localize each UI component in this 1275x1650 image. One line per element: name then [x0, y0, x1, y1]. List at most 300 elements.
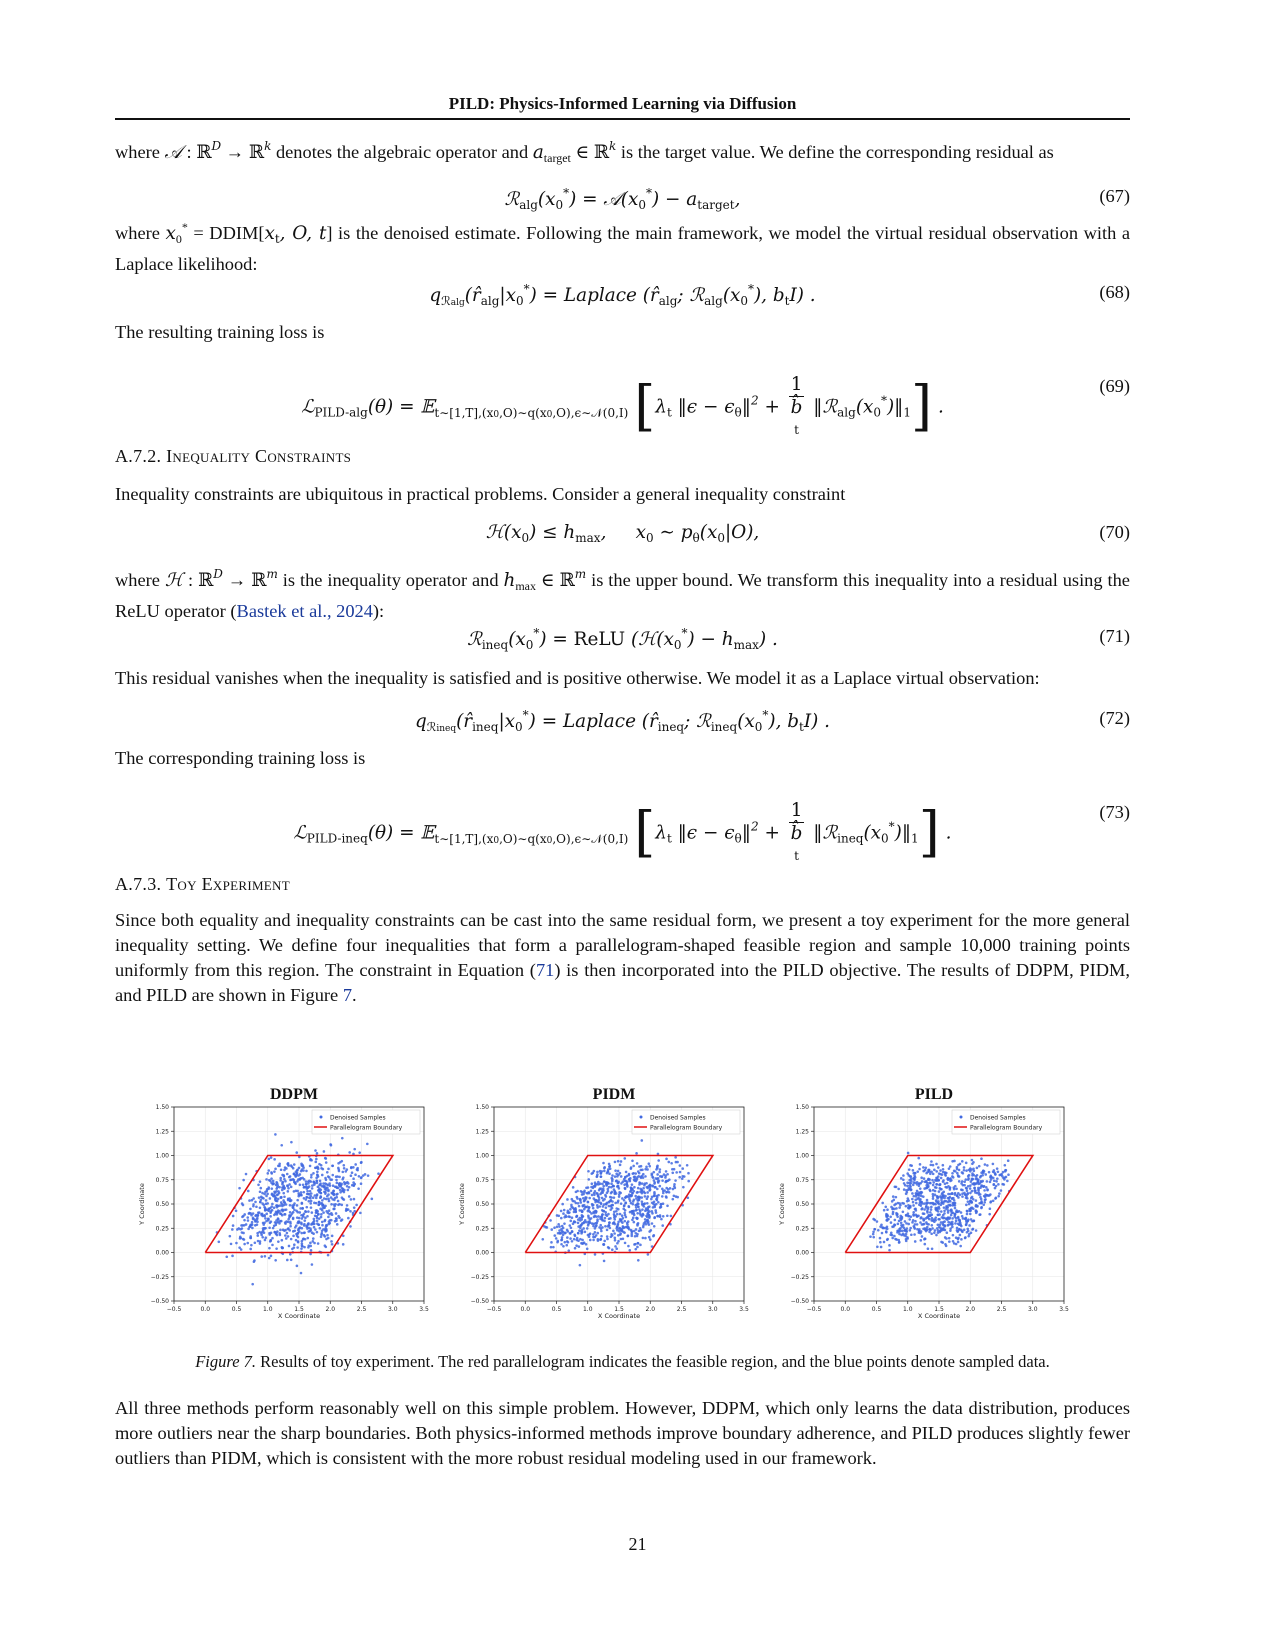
data-point [336, 1223, 339, 1226]
data-point [314, 1228, 317, 1231]
data-point [285, 1167, 288, 1170]
data-point [592, 1172, 595, 1175]
data-point [571, 1240, 574, 1243]
section-heading-a73 [115, 874, 290, 895]
data-point [895, 1207, 898, 1210]
data-point [280, 1220, 283, 1223]
data-point [961, 1230, 964, 1233]
data-point [653, 1179, 656, 1182]
data-point [635, 1217, 638, 1220]
data-point [916, 1190, 919, 1193]
data-point [955, 1243, 958, 1246]
data-point [341, 1178, 344, 1181]
data-point [608, 1224, 611, 1227]
data-point [989, 1193, 992, 1196]
data-point [948, 1167, 951, 1170]
header-rule [115, 118, 1130, 120]
data-point [964, 1193, 967, 1196]
data-point [331, 1213, 334, 1216]
data-point [652, 1206, 655, 1209]
data-point [647, 1206, 650, 1209]
data-point [321, 1199, 324, 1202]
data-point [930, 1208, 933, 1211]
y-tick-label: 0.50 [155, 1201, 169, 1208]
data-point [293, 1172, 296, 1175]
x-tick-label: 1.5 [294, 1306, 304, 1313]
data-point [663, 1173, 666, 1176]
equation-ref-link[interactable]: 71 [535, 960, 555, 980]
data-point [652, 1185, 655, 1188]
data-point [673, 1183, 676, 1186]
data-point [670, 1162, 673, 1165]
data-point [331, 1178, 334, 1181]
data-point [905, 1230, 908, 1233]
y-tick-label: −0.25 [790, 1273, 809, 1281]
data-point [312, 1232, 315, 1235]
data-point [1004, 1164, 1007, 1167]
data-point [572, 1186, 575, 1189]
data-point [681, 1175, 684, 1178]
data-point [273, 1206, 276, 1209]
data-point [624, 1187, 627, 1190]
data-point [970, 1200, 973, 1203]
data-point [249, 1237, 252, 1240]
data-point [590, 1189, 593, 1192]
data-point [981, 1180, 984, 1183]
data-point [927, 1247, 930, 1250]
data-point [231, 1255, 234, 1258]
y-tick-label: −0.50 [790, 1298, 809, 1305]
data-point [637, 1259, 640, 1262]
toy-text-b: ) is then incorporated into the PILD objective. The results of DDPM, PIDM, and PILD are shown in Figure [115, 960, 1130, 1005]
data-point [943, 1206, 946, 1209]
data-point [574, 1247, 577, 1250]
data-point [671, 1171, 674, 1174]
data-point [581, 1191, 584, 1194]
data-point [633, 1221, 636, 1224]
data-point [296, 1199, 299, 1202]
data-point [241, 1231, 244, 1234]
data-point [926, 1199, 929, 1202]
data-point [975, 1229, 978, 1232]
data-point [341, 1171, 344, 1174]
data-point [897, 1230, 900, 1233]
data-point [311, 1184, 314, 1187]
data-point [323, 1234, 326, 1237]
data-point [246, 1242, 249, 1245]
data-point [579, 1227, 582, 1230]
data-point [273, 1214, 276, 1217]
data-point [283, 1201, 286, 1204]
data-point [366, 1143, 369, 1146]
data-point [644, 1218, 647, 1221]
data-point [883, 1241, 886, 1244]
data-point [335, 1175, 338, 1178]
data-point [247, 1228, 250, 1231]
data-point [600, 1175, 603, 1178]
equation-72: $q_{ℛineq}(r̂_{ineq}|x_0^*)$ = Laplace ($r̂_{ineq}$; $ℛ_{ineq}(x_0^*)$, $b_tI$) . (72) [415, 708, 1130, 734]
data-point [569, 1237, 572, 1240]
data-point [906, 1236, 909, 1239]
data-point [291, 1165, 294, 1168]
data-point [628, 1249, 631, 1252]
data-point [601, 1216, 604, 1219]
data-point [253, 1260, 256, 1263]
data-point [924, 1167, 927, 1170]
data-point [982, 1203, 985, 1206]
data-point [550, 1241, 553, 1244]
data-point [659, 1214, 662, 1217]
data-point [296, 1246, 299, 1249]
data-point [961, 1171, 964, 1174]
data-point [902, 1174, 905, 1177]
data-point [628, 1173, 631, 1176]
data-point [948, 1217, 951, 1220]
data-point [350, 1198, 353, 1201]
data-point [918, 1203, 921, 1206]
data-point [603, 1243, 606, 1246]
data-point [324, 1177, 327, 1180]
data-point [1007, 1159, 1010, 1162]
data-point [585, 1243, 588, 1246]
data-point [592, 1225, 595, 1228]
data-point [288, 1183, 291, 1186]
data-point [1006, 1180, 1009, 1183]
data-point [967, 1192, 970, 1195]
data-point [626, 1223, 629, 1226]
x-tick-label: 0.5 [551, 1306, 562, 1313]
data-point [295, 1190, 298, 1193]
data-point [934, 1229, 937, 1232]
data-point [895, 1213, 898, 1216]
data-point [286, 1232, 289, 1235]
data-point [928, 1189, 931, 1192]
data-point [671, 1198, 674, 1201]
data-point [560, 1210, 563, 1213]
data-point [954, 1204, 957, 1207]
x-tick-label: 3.0 [1027, 1306, 1038, 1313]
data-point [341, 1137, 344, 1140]
section-title: Toy Experiment [166, 874, 290, 894]
data-point [909, 1229, 912, 1232]
data-point [614, 1175, 617, 1178]
data-point [570, 1226, 573, 1229]
data-point [653, 1225, 656, 1228]
data-point [652, 1235, 655, 1238]
data-point [597, 1181, 600, 1184]
x-tick-label: 0.5 [231, 1306, 242, 1313]
data-point [610, 1182, 613, 1185]
data-point [906, 1185, 909, 1188]
data-point [651, 1222, 654, 1225]
data-point [316, 1170, 319, 1173]
data-point [312, 1172, 315, 1175]
data-point [249, 1225, 252, 1228]
data-point [983, 1201, 986, 1204]
legend-label-boundary: Parallelogram Boundary [650, 1124, 723, 1132]
data-point [243, 1213, 246, 1216]
data-point [270, 1220, 273, 1223]
x-axis-label: X Coordinate [277, 1312, 321, 1320]
data-point [587, 1201, 590, 1204]
data-point [298, 1167, 301, 1170]
data-point [303, 1186, 306, 1189]
data-point [975, 1199, 978, 1202]
data-point [621, 1230, 624, 1233]
data-point [635, 1152, 638, 1155]
data-point [908, 1215, 911, 1218]
data-point [269, 1215, 272, 1218]
data-point [679, 1171, 682, 1174]
data-point [653, 1217, 656, 1220]
data-point [310, 1192, 313, 1195]
data-point [649, 1184, 652, 1187]
data-point [305, 1206, 308, 1209]
data-point [269, 1239, 272, 1242]
data-point [966, 1210, 969, 1213]
data-point [362, 1174, 365, 1177]
data-point [617, 1160, 620, 1163]
data-point [876, 1245, 879, 1248]
data-point [549, 1219, 552, 1222]
data-point [905, 1192, 908, 1195]
data-point [287, 1162, 290, 1165]
y-tick-label: −0.25 [470, 1273, 489, 1281]
data-point [566, 1198, 569, 1201]
data-point [879, 1225, 882, 1228]
data-point [973, 1170, 976, 1173]
data-point [296, 1211, 299, 1214]
data-point [927, 1185, 930, 1188]
data-point [333, 1203, 336, 1206]
data-point [594, 1253, 597, 1256]
citation-link[interactable]: Bastek et al., 2024 [236, 601, 373, 621]
data-point [287, 1199, 290, 1202]
data-point [993, 1169, 996, 1172]
data-point [583, 1189, 586, 1192]
running-head: PILD: Physics-Informed Learning via Diffusion [448, 94, 797, 113]
data-point [281, 1203, 284, 1206]
data-point [939, 1226, 942, 1229]
data-point [923, 1238, 926, 1241]
data-point [578, 1217, 581, 1220]
data-point [325, 1224, 328, 1227]
legend-label-samples: Denoised Samples [650, 1114, 706, 1122]
data-point [287, 1190, 290, 1193]
data-point [630, 1195, 633, 1198]
data-point [315, 1177, 318, 1180]
data-point [669, 1187, 672, 1190]
data-point [563, 1241, 566, 1244]
section-number: A.7.3. [115, 874, 162, 894]
x-tick-label: 2.5 [356, 1306, 367, 1313]
data-point [884, 1205, 887, 1208]
data-point [946, 1206, 949, 1209]
data-point [903, 1188, 906, 1191]
data-point [611, 1248, 614, 1251]
data-point [276, 1204, 279, 1207]
data-point [961, 1180, 964, 1183]
data-point [920, 1202, 923, 1205]
data-point [930, 1171, 933, 1174]
data-point [968, 1203, 971, 1206]
data-point [605, 1195, 608, 1198]
data-point [582, 1227, 585, 1230]
data-point [271, 1237, 274, 1240]
data-point [944, 1182, 947, 1185]
data-point [259, 1180, 262, 1183]
data-point [257, 1184, 260, 1187]
data-point [905, 1205, 908, 1208]
data-point [580, 1224, 583, 1227]
data-point [274, 1195, 277, 1198]
data-point [272, 1182, 275, 1185]
x-tick-label: 1.0 [582, 1306, 593, 1313]
data-point [907, 1152, 910, 1155]
data-point [282, 1174, 285, 1177]
data-point [937, 1166, 940, 1169]
data-point [568, 1216, 571, 1219]
data-point [300, 1232, 303, 1235]
data-point [323, 1197, 326, 1200]
data-point [281, 1239, 284, 1242]
data-point [259, 1190, 262, 1193]
data-point [287, 1227, 290, 1230]
data-point [274, 1259, 277, 1262]
data-point [249, 1208, 252, 1211]
y-tick-label: 1.50 [795, 1104, 809, 1111]
data-point [912, 1201, 915, 1204]
data-point [656, 1215, 659, 1218]
data-point [596, 1232, 599, 1235]
data-point [1000, 1189, 1003, 1192]
data-point [922, 1218, 925, 1221]
data-point [961, 1189, 964, 1192]
data-point [319, 1179, 322, 1182]
data-point [270, 1255, 273, 1258]
data-point [564, 1232, 567, 1235]
data-point [300, 1223, 303, 1226]
data-point [563, 1209, 566, 1212]
data-point [324, 1182, 327, 1185]
data-point [316, 1222, 319, 1225]
data-point [922, 1195, 925, 1198]
data-point [590, 1186, 593, 1189]
data-point [903, 1234, 906, 1237]
data-point [911, 1198, 914, 1201]
data-point [322, 1186, 325, 1189]
data-point [914, 1240, 917, 1243]
data-point [609, 1196, 612, 1199]
data-point [292, 1230, 295, 1233]
data-point [614, 1239, 617, 1242]
data-point [956, 1210, 959, 1213]
y-tick-label: −0.50 [470, 1298, 489, 1305]
data-point [360, 1177, 363, 1180]
data-point [932, 1202, 935, 1205]
data-point [963, 1229, 966, 1232]
data-point [666, 1173, 669, 1176]
y-tick-label: 1.25 [475, 1128, 489, 1136]
data-point [633, 1186, 636, 1189]
data-point [646, 1186, 649, 1189]
equation-67: $ℛ_{alg}(x_0^*)$ = $𝒜(x_0^*) - a_{target}$, (67) [504, 186, 1130, 212]
data-point [993, 1183, 996, 1186]
data-point [577, 1232, 580, 1235]
data-point [377, 1172, 380, 1175]
data-point [300, 1247, 303, 1250]
data-point [938, 1187, 941, 1190]
equation-71: $ℛ_{ineq}(x_0^*)$ = ReLU $(ℋ(x_0^*) - h_{max})$ . (71) [467, 626, 1130, 652]
data-point [997, 1195, 1000, 1198]
data-point [314, 1149, 317, 1152]
data-point [277, 1209, 280, 1212]
data-point [557, 1240, 560, 1243]
data-point [894, 1203, 897, 1206]
figure-ref-link[interactable]: 7 [342, 985, 353, 1005]
data-point [592, 1211, 595, 1214]
data-point [285, 1237, 288, 1240]
data-point [257, 1240, 260, 1243]
data-point [265, 1199, 268, 1202]
data-point [910, 1188, 913, 1191]
data-point [623, 1220, 626, 1223]
data-point [885, 1216, 888, 1219]
data-point [621, 1197, 624, 1200]
data-point [295, 1239, 298, 1242]
data-point [651, 1210, 654, 1213]
data-point [886, 1238, 889, 1241]
data-point [260, 1198, 263, 1201]
data-point [353, 1148, 356, 1151]
data-point [349, 1210, 352, 1213]
data-point [886, 1219, 889, 1222]
data-point [604, 1225, 607, 1228]
data-point [319, 1208, 322, 1211]
data-point [984, 1173, 987, 1176]
data-point [673, 1194, 676, 1197]
section-heading-a72 [115, 446, 351, 467]
data-point [662, 1215, 665, 1218]
data-point [310, 1174, 313, 1177]
data-point [665, 1158, 668, 1161]
data-point [949, 1221, 952, 1224]
data-point [347, 1182, 350, 1185]
data-point [316, 1174, 319, 1177]
data-point [935, 1183, 938, 1186]
data-point [905, 1214, 908, 1217]
data-point [307, 1222, 310, 1225]
data-point [904, 1184, 907, 1187]
data-point [989, 1207, 992, 1210]
data-point [352, 1166, 355, 1169]
data-point [245, 1223, 248, 1226]
data-point [269, 1211, 272, 1214]
data-point [665, 1180, 668, 1183]
data-point [936, 1197, 939, 1200]
data-point [894, 1219, 897, 1222]
data-point [560, 1217, 563, 1220]
data-point [967, 1185, 970, 1188]
data-point [632, 1216, 635, 1219]
data-point [888, 1249, 891, 1252]
data-point [305, 1170, 308, 1173]
data-point [557, 1215, 560, 1218]
x-tick-label: 1.5 [934, 1306, 944, 1313]
data-point [637, 1175, 640, 1178]
data-point [935, 1234, 938, 1237]
data-point [582, 1215, 585, 1218]
